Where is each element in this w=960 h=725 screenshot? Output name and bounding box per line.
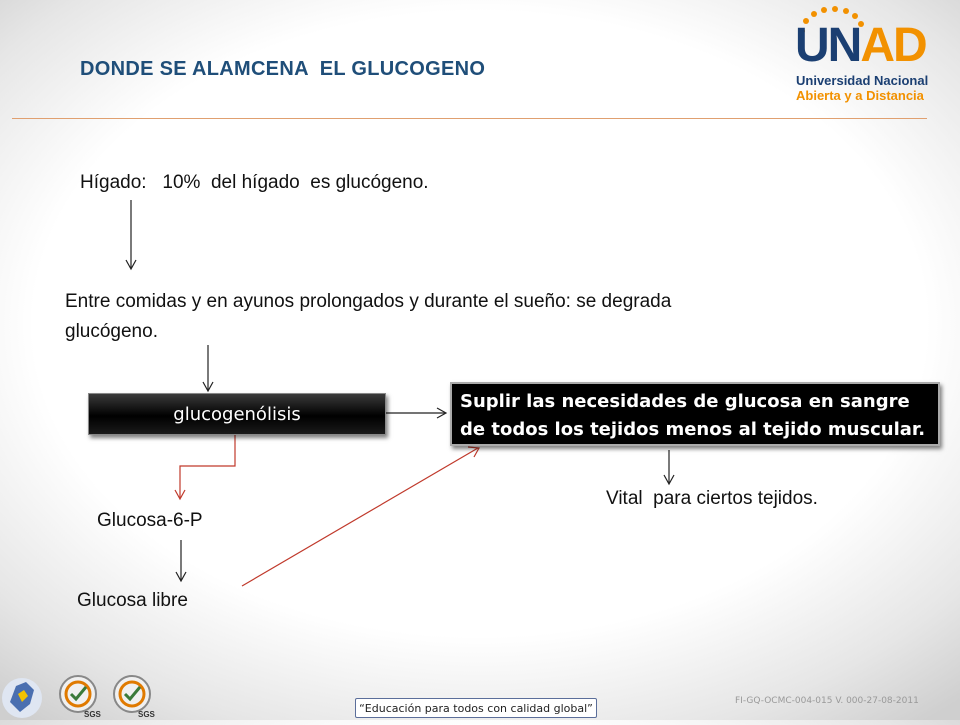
map-icon [0,672,50,720]
arrow-glucosa-libre-to-suplir [242,448,478,586]
arrowhead-glucosa-libre [176,572,186,581]
colombia-map-logo [0,672,50,725]
logo-wordmark: UNAD [795,19,926,72]
page-title: DONDE SE ALAMCENA EL GLUCOGENO [80,58,486,80]
header-divider [12,118,927,119]
arrowhead-suplir [437,408,446,418]
higado-text: Hígado: 10% del hígado es glucógeno. [80,172,429,193]
logo-subtitle-2: Abierta y a Distancia [796,88,924,103]
glucogenolisis-box: glucogenólisis [88,393,386,435]
seal-label-1: SGS [84,710,101,719]
sgs-seal-2 [110,674,158,725]
arrowhead-glucosa6p [175,490,185,499]
document-code: FI-GQ-OCMC-004-015 V. 000-27-08-2011 [735,696,919,706]
arrowhead-vital [664,475,674,484]
seal-label-2: SGS [138,710,155,719]
sgs-seal-1 [56,674,104,725]
entre-comidas-text: Entre comidas y en ayunos prolongados y durante el sueño: se degrada glucógeno. [65,291,672,342]
arrowhead-glucosa-libre-suplir [468,447,479,457]
logo-subtitle-1: Universidad Nacional [796,73,929,88]
glucosa-libre-text: Glucosa libre [77,590,188,611]
arrowhead-glucogenolisis [203,382,213,391]
glucosa6p-text: Glucosa-6-P [97,510,203,531]
vital-text: Vital para ciertos tejidos. [606,488,818,509]
suplir-box: Suplir las necesidades de glucosa en sangre de todos los tejidos menos al tejido muscular. [450,382,940,446]
arrowhead-higado [126,260,136,269]
arrow-to-glucosa6p [180,434,235,498]
footer-slogan: “Educación para todos con calidad global” [355,698,597,718]
